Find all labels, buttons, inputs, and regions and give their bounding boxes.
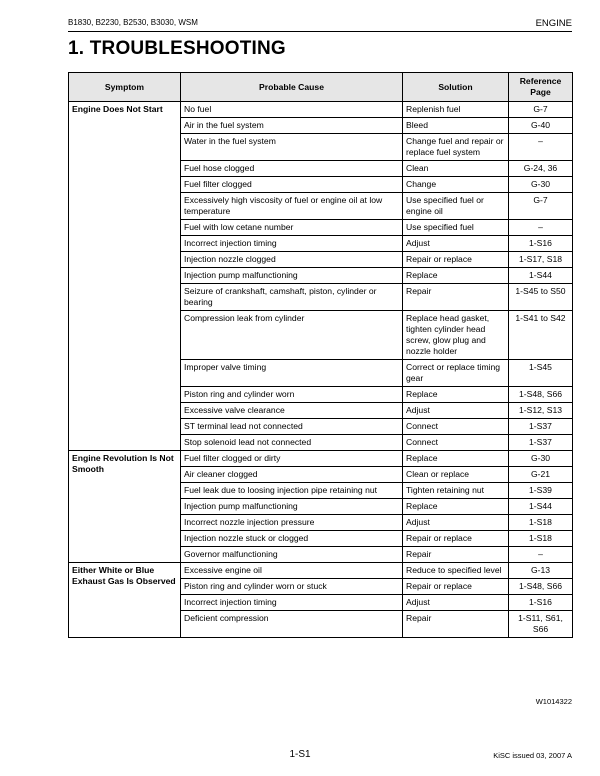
symptom-cell: Engine Does Not Start: [69, 102, 181, 451]
reference-cell: 1-S16: [509, 236, 573, 252]
solution-cell: Adjust: [403, 515, 509, 531]
reference-cell: G-30: [509, 177, 573, 193]
reference-cell: G-7: [509, 102, 573, 118]
cause-cell: Incorrect injection timing: [181, 236, 403, 252]
reference-cell: 1-S44: [509, 268, 573, 284]
header-rule: [68, 31, 572, 32]
solution-cell: Adjust: [403, 595, 509, 611]
reference-cell: 1-S45: [509, 360, 573, 387]
table-body: [69, 102, 573, 638]
cause-cell: Seizure of crankshaft, camshaft, piston, cylinder or bearing: [181, 284, 403, 311]
cause-cell: ST terminal lead not connected: [181, 419, 403, 435]
cause-cell: Water in the fuel system: [181, 134, 403, 161]
cause-cell: Deficient compression: [181, 611, 403, 638]
reference-cell: 1-S48, S66: [509, 579, 573, 595]
document-code: W1014322: [535, 697, 572, 706]
reference-cell: G-13: [509, 563, 573, 579]
reference-cell: 1-S17, S18: [509, 252, 573, 268]
page-number: 1-S1: [289, 749, 311, 760]
solution-cell: Tighten retaining nut: [403, 483, 509, 499]
cause-cell: Piston ring and cylinder worn: [181, 387, 403, 403]
troubleshooting-table: [68, 72, 573, 638]
issue-info: KiSC issued 03, 2007 A: [493, 751, 572, 760]
cause-cell: Air in the fuel system: [181, 118, 403, 134]
reference-cell: 1-S48, S66: [509, 387, 573, 403]
solution-cell: Repair: [403, 284, 509, 311]
solution-cell: Repair: [403, 547, 509, 563]
cause-cell: Injection pump malfunctioning: [181, 499, 403, 515]
cause-cell: Governor malfunctioning: [181, 547, 403, 563]
symptom-cell: Either White or Blue Exhaust Gas Is Observed: [69, 563, 181, 638]
table-row: [69, 451, 573, 467]
reference-cell: G-24, 36: [509, 161, 573, 177]
solution-cell: Repair or replace: [403, 252, 509, 268]
cause-cell: Excessively high viscosity of fuel or engine oil at low temperature: [181, 193, 403, 220]
cause-cell: Excessive valve clearance: [181, 403, 403, 419]
solution-cell: Replace: [403, 268, 509, 284]
cause-cell: Compression leak from cylinder: [181, 311, 403, 360]
solution-cell: Clean: [403, 161, 509, 177]
reference-cell: –: [509, 220, 573, 236]
reference-cell: 1-S18: [509, 515, 573, 531]
reference-cell: 1-S45 to S50: [509, 284, 573, 311]
reference-cell: G-30: [509, 451, 573, 467]
solution-cell: Connect: [403, 435, 509, 451]
header-solution: Solution: [403, 73, 509, 102]
header-probable-cause: Probable Cause: [181, 73, 403, 102]
solution-cell: Use specified fuel or engine oil: [403, 193, 509, 220]
reference-cell: G-7: [509, 193, 573, 220]
solution-cell: Adjust: [403, 403, 509, 419]
reference-cell: 1-S41 to S42: [509, 311, 573, 360]
solution-cell: Connect: [403, 419, 509, 435]
reference-cell: 1-S16: [509, 595, 573, 611]
solution-cell: Change: [403, 177, 509, 193]
cause-cell: No fuel: [181, 102, 403, 118]
solution-cell: Repair or replace: [403, 579, 509, 595]
cause-cell: Improper valve timing: [181, 360, 403, 387]
cause-cell: Injection nozzle clogged: [181, 252, 403, 268]
cause-cell: Fuel hose clogged: [181, 161, 403, 177]
reference-cell: 1-S39: [509, 483, 573, 499]
solution-cell: Replace head gasket, tighten cylinder head screw, glow plug and nozzle holder: [403, 311, 509, 360]
solution-cell: Bleed: [403, 118, 509, 134]
header-reference-page: Reference Page: [509, 73, 573, 102]
reference-cell: 1-S37: [509, 419, 573, 435]
solution-cell: Repair: [403, 611, 509, 638]
solution-cell: Repair or replace: [403, 531, 509, 547]
solution-cell: Replenish fuel: [403, 102, 509, 118]
reference-cell: –: [509, 134, 573, 161]
cause-cell: Injection pump malfunctioning: [181, 268, 403, 284]
cause-cell: Incorrect injection timing: [181, 595, 403, 611]
reference-cell: –: [509, 547, 573, 563]
cause-cell: Excessive engine oil: [181, 563, 403, 579]
solution-cell: Correct or replace timing gear: [403, 360, 509, 387]
solution-cell: Clean or replace: [403, 467, 509, 483]
header-symptom: Symptom: [69, 73, 181, 102]
cause-cell: Piston ring and cylinder worn or stuck: [181, 579, 403, 595]
reference-cell: 1-S18: [509, 531, 573, 547]
solution-cell: Replace: [403, 451, 509, 467]
solution-cell: Use specified fuel: [403, 220, 509, 236]
cause-cell: Injection nozzle stuck or clogged: [181, 531, 403, 547]
cause-cell: Fuel filter clogged or dirty: [181, 451, 403, 467]
cause-cell: Air cleaner clogged: [181, 467, 403, 483]
reference-cell: 1-S44: [509, 499, 573, 515]
solution-cell: Adjust: [403, 236, 509, 252]
solution-cell: Reduce to specified level: [403, 563, 509, 579]
solution-cell: Replace: [403, 387, 509, 403]
solution-cell: Replace: [403, 499, 509, 515]
symptom-cell: Engine Revolution Is Not Smooth: [69, 451, 181, 563]
page-title: 1. TROUBLESHOOTING: [68, 38, 286, 59]
reference-cell: G-21: [509, 467, 573, 483]
table-row: [69, 563, 573, 579]
reference-cell: 1-S12, S13: [509, 403, 573, 419]
cause-cell: Fuel leak due to loosing injection pipe retaining nut: [181, 483, 403, 499]
table-header-row: [69, 73, 573, 102]
header-section: ENGINE: [535, 18, 572, 29]
cause-cell: Fuel filter clogged: [181, 177, 403, 193]
header-models: B1830, B2230, B2530, B3030, WSM: [68, 18, 198, 27]
reference-cell: 1-S11, S61, S66: [509, 611, 573, 638]
table-row: [69, 102, 573, 118]
solution-cell: Change fuel and repair or replace fuel system: [403, 134, 509, 161]
cause-cell: Fuel with low cetane number: [181, 220, 403, 236]
reference-cell: G-40: [509, 118, 573, 134]
cause-cell: Stop solenoid lead not connected: [181, 435, 403, 451]
reference-cell: 1-S37: [509, 435, 573, 451]
cause-cell: Incorrect nozzle injection pressure: [181, 515, 403, 531]
